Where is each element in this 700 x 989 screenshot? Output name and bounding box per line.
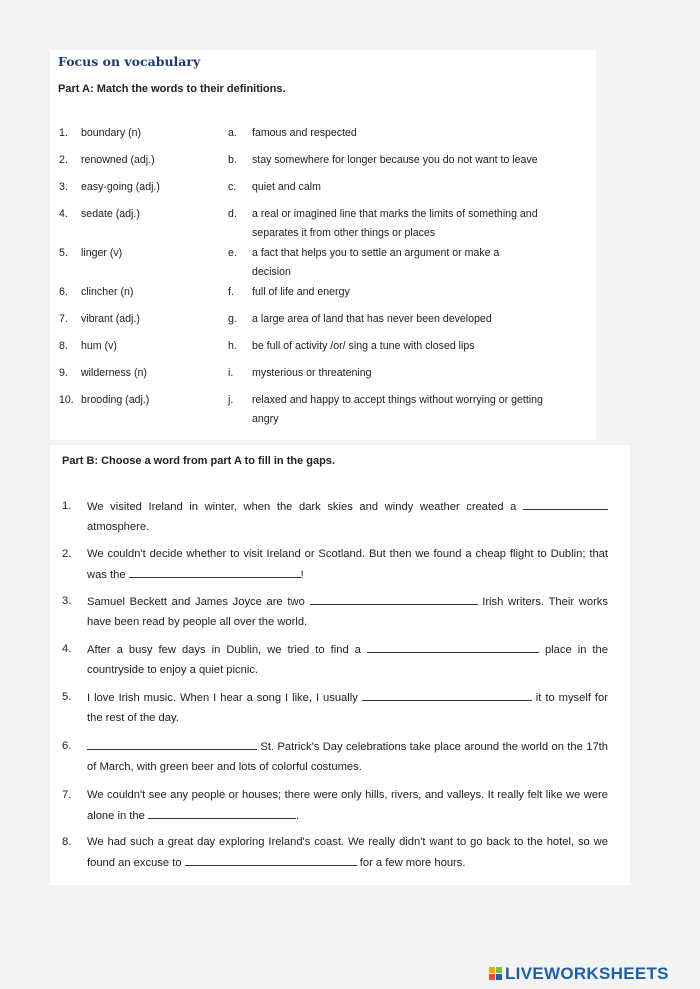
logo-text: LIVEWORKSHEETS <box>505 964 669 983</box>
liveworksheets-logo <box>489 964 669 984</box>
question-number: 8. <box>62 836 72 848</box>
vocab-word: boundary (n) <box>81 127 142 139</box>
item-number: 10. <box>59 394 74 406</box>
question-number: 4. <box>62 643 72 655</box>
definition-text: mysterious or threatening <box>252 367 372 379</box>
definition-letter: g. <box>228 313 237 325</box>
vocab-word: easy-going (adj.) <box>81 181 160 193</box>
answer-gap[interactable] <box>523 497 608 510</box>
item-number: 3. <box>59 181 68 193</box>
item-number: 8. <box>59 340 68 352</box>
definition-text: stay somewhere for longer because you do not want to leave <box>252 154 538 166</box>
vocab-word: sedate (adj.) <box>81 208 140 220</box>
definition-text: a fact that helps you to settle an argument or make a decision <box>252 247 500 278</box>
question-number: 6. <box>62 740 72 752</box>
question-text: place in the countryside to enjoy a quiet picnic. <box>87 644 608 676</box>
question-text: We couldn't decide whether to visit Ireland or Scotland. But then we found a cheap flight to Dublin; that was the <box>87 548 608 581</box>
answer-gap[interactable] <box>87 737 257 750</box>
question-text: for a few more hours. <box>356 856 466 869</box>
vocab-word: vibrant (adj.) <box>81 313 140 325</box>
definition-letter: b. <box>228 154 237 166</box>
question-number: 5. <box>62 691 72 703</box>
question-number: 1. <box>62 500 72 512</box>
definition-letter: d. <box>228 208 237 220</box>
definition-text: famous and respected <box>252 127 357 139</box>
question-text: After a busy few days in Dublin, we tried to find a <box>87 644 367 656</box>
question-text: St. Patrick's Day celebrations take place around the world on the 17th of March, with green beer and lots of colorful costumes. <box>87 741 608 773</box>
question-number: 2. <box>62 548 72 560</box>
item-number: 5. <box>59 247 68 259</box>
question-text: We visited Ireland in winter, when the dark skies and windy weather created a <box>87 501 523 513</box>
part-a-instruction: Part A: Match the words to their definitions. <box>58 83 286 95</box>
question-text: ! <box>300 568 304 581</box>
item-number: 1. <box>59 127 68 139</box>
vocab-word: clincher (n) <box>81 286 134 298</box>
item-number: 2. <box>59 154 68 166</box>
question-number: 3. <box>62 595 72 607</box>
definition-text: quiet and calm <box>252 181 321 193</box>
definition-letter: h. <box>228 340 237 352</box>
answer-gap[interactable] <box>129 565 301 578</box>
question-number: 7. <box>62 789 72 801</box>
question-text: We had such a great day exploring Ireland's coast. We really didn't want to go back to the hotel, so we found an excuse to <box>87 836 608 869</box>
worksheet-title: Focus on vocabulary <box>58 54 201 69</box>
question-text: . <box>295 809 300 822</box>
question-text: We couldn't see any people or houses; there were only hills, rivers, and valleys. It really felt like we were alone in the <box>87 789 608 822</box>
vocab-word: hum (v) <box>81 340 117 352</box>
definition-text: a large area of land that has never been developed <box>252 313 492 325</box>
item-number: 7. <box>59 313 68 325</box>
answer-gap[interactable] <box>310 592 478 605</box>
question-text: I love Irish music. When I hear a song I like, I usually <box>87 692 362 704</box>
vocab-word: linger (v) <box>81 247 123 259</box>
definition-text: full of life and energy <box>252 286 350 298</box>
question-text: Samuel Beckett and James Joyce are two <box>87 596 310 608</box>
answer-gap[interactable] <box>148 806 296 819</box>
definition-text: a real or imagined line that marks the limits of something and separates it from other things or places <box>252 208 538 239</box>
definition-letter: c. <box>228 181 237 193</box>
question-text: Irish writers. Their works have been read by people all over the world. <box>87 596 608 628</box>
part-b-instruction: Part B: Choose a word from part A to fill in the gaps. <box>62 455 335 467</box>
definition-letter: e. <box>228 247 237 259</box>
definition-letter: a. <box>228 127 237 139</box>
item-number: 4. <box>59 208 68 220</box>
definition-text: relaxed and happy to accept things without worrying or getting angry <box>252 394 543 425</box>
question-text: atmosphere. <box>87 520 150 533</box>
item-number: 6. <box>59 286 68 298</box>
answer-gap[interactable] <box>367 640 539 653</box>
definition-text: be full of activity /or/ sing a tune with closed lips <box>252 340 475 352</box>
vocab-word: wilderness (n) <box>81 367 147 379</box>
definition-letter: j. <box>228 394 234 406</box>
definition-letter: i. <box>228 367 234 379</box>
logo-blocks-icon <box>489 967 503 981</box>
item-number: 9. <box>59 367 68 379</box>
question-text: it to myself for the rest of the day. <box>87 692 608 724</box>
vocab-word: renowned (adj.) <box>81 154 155 166</box>
definition-letter: f. <box>228 286 234 298</box>
answer-gap[interactable] <box>362 688 532 701</box>
vocab-word: brooding (adj.) <box>81 394 150 406</box>
answer-gap[interactable] <box>185 853 357 866</box>
